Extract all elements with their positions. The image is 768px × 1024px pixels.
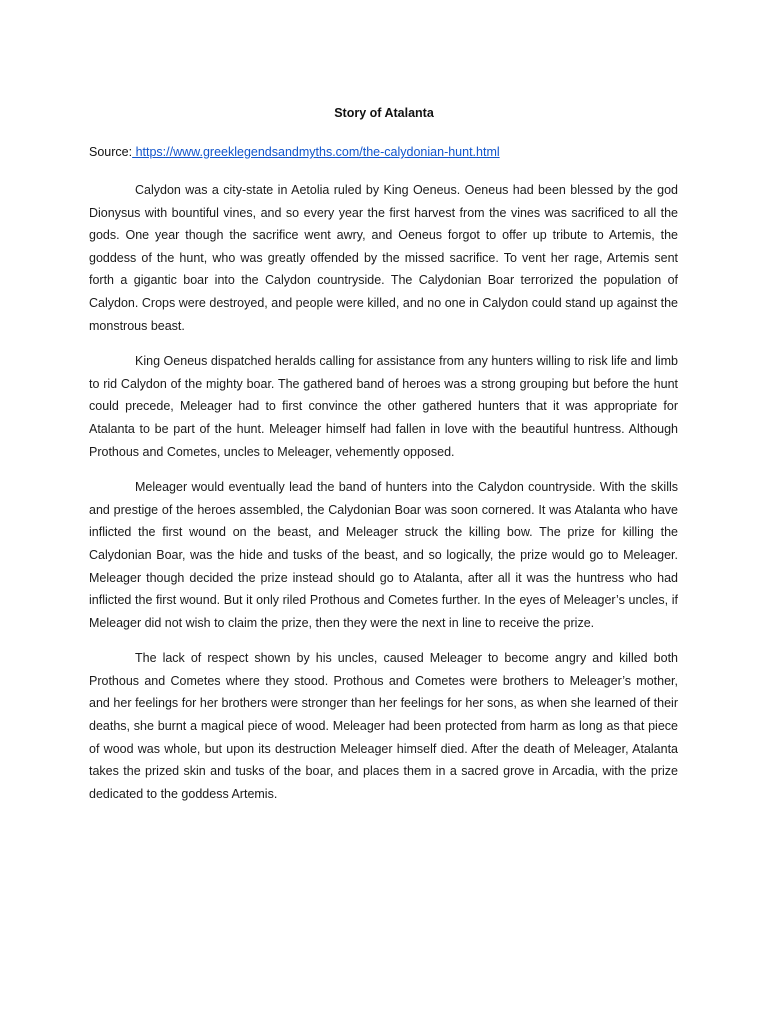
source-link[interactable]: https://www.greeklegendsandmyths.com/the-calydonian-hunt.html (132, 145, 500, 159)
document-title: Story of Atalanta (334, 106, 434, 120)
paragraph-4: The lack of respect shown by his uncles, caused Meleager to become angry and killed both Prothous and Cometes where they stood. Prothous and Cometes were brothers to Meleager’s mother, and her feelings for her brothers were stronger than her feelings for her sons, as when she learned of their deaths, she burnt a magical piece of wood. Meleager had been protected from harm as long as that piece of wood was whole, but upon its destruction Meleager himself died. After the death of Meleager, Atalanta takes the prized skin and tusks of the boar, and places them in a sacred grove in Arcadia, with the prize dedicated to the goddess Artemis. (89, 651, 678, 801)
paragraph-1: Calydon was a city-state in Aetolia ruled by King Oeneus. Oeneus had been blessed by the god Dionysus with bountiful vines, and so every year the first harvest from the vines was sacrificed to all the gods. One year though the sacrifice went awry, and Oeneus forgot to offer up tribute to Artemis, the goddess of the hunt, who was greatly offended by the missed sacrifice. To vent her rage, Artemis sent forth a gigantic boar into the Calydon countryside. The Calydonian Boar terrorized the population of Calydon. Crops were destroyed, and people were killed, and no one in Calydon could stand up against the monstrous beast. (89, 183, 678, 333)
source-label: Source: (89, 145, 133, 159)
paragraph-2: King Oeneus dispatched heralds calling for assistance from any hunters willing to risk life and limb to rid Calydon of the mighty boar. The gathered band of heroes was a strong grouping but before the hunt could precede, Meleager had to first convince the other gathered hunters that it was appropriate for Atalanta to be part of the hunt. Meleager himself had fallen in love with the beautiful huntress. Although Prothous and Cometes, uncles to Meleager, vehemently opposed. (89, 354, 678, 459)
document-body (89, 179, 678, 818)
paragraph-3: Meleager would eventually lead the band of hunters into the Calydon countryside. With the skills and prestige of the heroes assembled, the Calydonian Boar was soon cornered. It was Atalanta who have inflicted the first wound on the beast, and Meleager struck the killing bow. The prize for killing the Calydonian Boar, was the hide and tusks of the beast, and so logically, the prize would go to Meleager. Meleager though decided the prize instead should go to Atalanta, after all it was the huntress who had inflicted the first wound. But it only riled Prothous and Cometes further. In the eyes of Meleager’s uncles, if Meleager did not wish to claim the prize, then they were the next in line to receive the prize. (89, 480, 678, 630)
source-line (89, 145, 500, 159)
